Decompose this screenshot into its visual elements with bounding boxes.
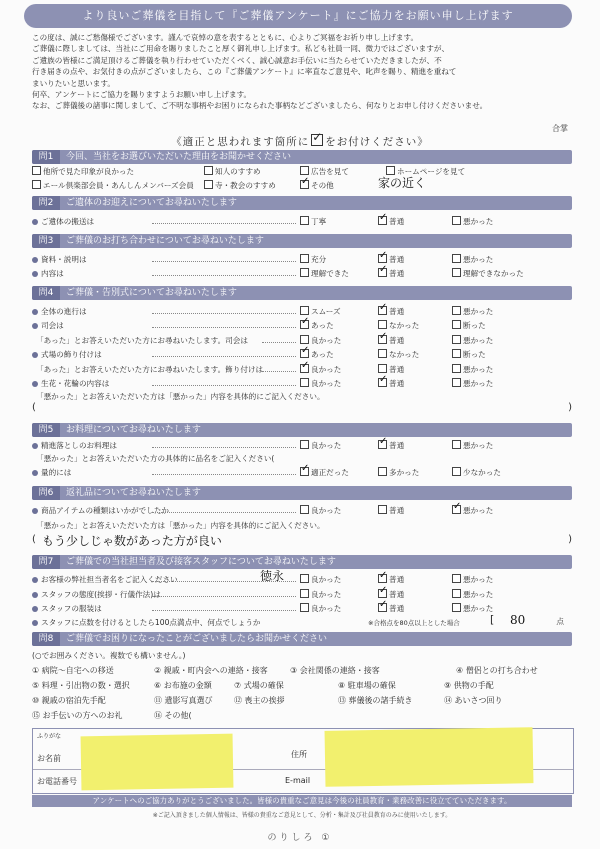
section-header bbox=[32, 486, 572, 500]
question-label: スタッフの服装は bbox=[41, 604, 102, 613]
checkbox[interactable] bbox=[204, 180, 213, 189]
answer-option[interactable] bbox=[452, 505, 493, 517]
section-number: 問2 bbox=[32, 196, 60, 210]
answer-option[interactable] bbox=[378, 603, 404, 615]
checkbox[interactable] bbox=[300, 440, 309, 449]
question-row bbox=[32, 467, 572, 479]
address-label: 住所 bbox=[291, 750, 307, 759]
question-label: 「悪かった」とお答えいただいた方の具体的に品名をご記入ください( bbox=[36, 454, 275, 463]
answer-option[interactable] bbox=[300, 589, 341, 601]
option-label: 悪かった bbox=[463, 379, 494, 388]
checked-checkbox[interactable] bbox=[378, 603, 387, 612]
section-title: 今回、当社をお選びいただいた理由をお聞かせください bbox=[66, 152, 292, 162]
option-label: 理解できた bbox=[311, 269, 349, 278]
section-title: ご葬儀・告別式についてお尋ねいたします bbox=[66, 288, 237, 298]
option-label: 普通 bbox=[389, 307, 405, 316]
trouble-option[interactable]: ⑬ 葬儀後の諸手続き bbox=[338, 696, 413, 705]
leader-dots bbox=[152, 512, 296, 513]
lead-text: (○でお囲みください。複数でも構いません。) bbox=[32, 651, 186, 660]
q6-comment-field[interactable] bbox=[32, 534, 572, 548]
check-example-icon bbox=[311, 134, 323, 146]
leader-dots bbox=[152, 313, 296, 314]
option-label: その他 bbox=[311, 181, 334, 190]
checked-checkbox[interactable] bbox=[378, 335, 387, 344]
question-label: 式場の飾り付けは bbox=[41, 350, 102, 359]
answer-option[interactable] bbox=[378, 216, 404, 228]
answer-option[interactable] bbox=[300, 574, 341, 586]
score-note: ※合格点を80点以上とした場合 bbox=[368, 619, 460, 627]
question-label: 精進落としのお料理は bbox=[41, 441, 117, 450]
option-label: 普通 bbox=[389, 506, 405, 515]
option-label: 普通 bbox=[389, 379, 405, 388]
score-row bbox=[32, 613, 572, 629]
leader-dots bbox=[262, 371, 296, 372]
checkbox[interactable] bbox=[300, 268, 309, 277]
checked-checkbox[interactable] bbox=[300, 467, 309, 476]
trouble-option[interactable]: ⑫ 喪主の挨拶 bbox=[234, 696, 285, 705]
option-label: 良かった bbox=[311, 506, 342, 515]
section-title: ご葬儀でお困りになったことがございましたらお聞かせください bbox=[66, 634, 328, 644]
checked-checkbox[interactable] bbox=[300, 320, 309, 329]
option-label: ホームページを見て bbox=[397, 167, 466, 176]
checkbox[interactable] bbox=[32, 166, 41, 175]
checkbox[interactable] bbox=[300, 216, 309, 225]
checkbox[interactable] bbox=[452, 306, 461, 315]
trouble-option[interactable]: ⑩ 親戚の宿泊先手配 bbox=[32, 696, 106, 705]
paren-close: ) bbox=[568, 534, 572, 545]
trouble-option[interactable]: ⑮ お手伝いの方へのお礼 bbox=[32, 711, 123, 720]
option-label: 丁寧 bbox=[311, 217, 327, 226]
question-label: スタッフの態度(挨拶・行儀作法)は bbox=[41, 590, 161, 599]
bullet-icon bbox=[32, 620, 38, 626]
option-label: 普通 bbox=[389, 604, 405, 613]
question-row bbox=[32, 216, 572, 228]
checkbox[interactable] bbox=[452, 589, 461, 598]
q8-lead bbox=[32, 650, 572, 662]
trouble-option[interactable]: ③ 会社関係の連絡・接客 bbox=[290, 666, 380, 675]
section-number: 問8 bbox=[32, 632, 60, 646]
leader-dots bbox=[152, 261, 296, 262]
leader-dots bbox=[152, 356, 296, 357]
checkbox[interactable] bbox=[452, 467, 461, 476]
option-label: 良かった bbox=[311, 441, 342, 450]
checkbox[interactable] bbox=[452, 335, 461, 344]
email-label: E-mail bbox=[285, 776, 311, 785]
option-label: 知人のすすめ bbox=[215, 167, 261, 176]
option-label: 悪かった bbox=[463, 604, 494, 613]
q4-comment-field[interactable] bbox=[32, 402, 572, 413]
question-row bbox=[32, 378, 572, 390]
trouble-option[interactable]: ⑤ 料理・引出物の数・選択 bbox=[32, 681, 130, 690]
section-header bbox=[32, 632, 572, 646]
leader-dots bbox=[152, 447, 296, 448]
bullet-icon bbox=[32, 219, 38, 225]
leader-dots bbox=[152, 327, 296, 328]
trouble-option[interactable]: ⑯ その他( bbox=[154, 711, 192, 720]
section-title: ご遺体のお迎えについてお尋ねいたします bbox=[66, 198, 237, 208]
bullet-icon bbox=[32, 592, 38, 598]
section-title: ご葬儀のお打ち合わせについてお尋ねいたします bbox=[66, 236, 264, 246]
paren-open: ( bbox=[32, 534, 36, 545]
checkbox[interactable] bbox=[452, 364, 461, 373]
checked-checkbox[interactable] bbox=[378, 254, 387, 263]
respondent-form bbox=[32, 728, 574, 794]
bullet-icon bbox=[32, 508, 38, 514]
bullet-icon bbox=[32, 352, 38, 358]
option-label: 良かった bbox=[311, 365, 342, 374]
section-title: お料理についてお尋ねいたします bbox=[66, 425, 201, 435]
checkbox[interactable] bbox=[452, 268, 461, 277]
checkbox[interactable] bbox=[452, 216, 461, 225]
option-label: 普通 bbox=[389, 441, 405, 450]
checkbox[interactable] bbox=[300, 574, 309, 583]
bullet-icon bbox=[32, 271, 38, 277]
trouble-option[interactable]: ⑪ 遺影写真選び bbox=[154, 696, 213, 705]
option-label: 普通 bbox=[389, 255, 405, 264]
checked-checkbox[interactable] bbox=[300, 349, 309, 358]
option-label: 広告を見て bbox=[311, 167, 349, 176]
section-number: 問7 bbox=[32, 555, 60, 569]
checked-checkbox[interactable] bbox=[300, 180, 309, 189]
leader-dots bbox=[152, 474, 296, 475]
bullet-icon bbox=[32, 309, 38, 315]
bullet-icon bbox=[32, 470, 38, 476]
option-label: 理解できなかった bbox=[463, 269, 524, 278]
trouble-option[interactable]: ⑨ 供物の手配 bbox=[444, 681, 494, 690]
checkbox[interactable] bbox=[300, 505, 309, 514]
question-row bbox=[32, 268, 572, 280]
answer-option[interactable] bbox=[452, 589, 493, 601]
option-label: 普通 bbox=[389, 575, 405, 584]
leader-dots bbox=[152, 610, 296, 611]
option-label: 断った bbox=[463, 350, 486, 359]
option-label: 普通 bbox=[389, 269, 405, 278]
checkbox[interactable] bbox=[300, 335, 309, 344]
checked-checkbox[interactable] bbox=[378, 216, 387, 225]
checkbox[interactable] bbox=[452, 378, 461, 387]
answer-option[interactable] bbox=[300, 254, 326, 266]
option-label: あった bbox=[311, 321, 334, 330]
trouble-option[interactable]: ② 親戚・町内会への連絡・接客 bbox=[154, 666, 268, 675]
option-label: 断った bbox=[463, 321, 486, 330]
checked-checkbox[interactable] bbox=[378, 440, 387, 449]
checkbox[interactable] bbox=[452, 320, 461, 329]
answer-option[interactable] bbox=[378, 306, 404, 318]
answer-option[interactable] bbox=[300, 467, 349, 479]
question-label: 量的には bbox=[41, 468, 72, 477]
section-title: ご葬儀での当社担当者及び接客スタッフについてお尋ねいたします bbox=[66, 557, 336, 567]
section-header bbox=[32, 150, 572, 164]
trouble-option[interactable]: ④ 僧侶との打ち合わせ bbox=[456, 666, 538, 675]
checkbox[interactable] bbox=[204, 166, 213, 175]
section-number: 問1 bbox=[32, 150, 60, 164]
answer-option[interactable] bbox=[300, 440, 341, 452]
checkbox[interactable] bbox=[300, 166, 309, 175]
instruction-before: 《適正と思われます箇所に bbox=[171, 136, 310, 148]
answer-option[interactable] bbox=[378, 505, 404, 517]
bullet-icon bbox=[32, 257, 38, 263]
answer-option[interactable] bbox=[300, 320, 334, 332]
checked-checkbox[interactable] bbox=[378, 574, 387, 583]
checkbox[interactable] bbox=[300, 589, 309, 598]
paren-open: ( bbox=[32, 402, 36, 413]
checkbox[interactable] bbox=[378, 320, 387, 329]
staff-name-handwritten: 徳永 bbox=[260, 569, 285, 583]
answer-option[interactable] bbox=[378, 378, 404, 390]
checked-checkbox[interactable] bbox=[378, 589, 387, 598]
option-label: 悪かった bbox=[463, 590, 494, 599]
option-label: エール倶楽部会員・あんしんメンバーズ会員 bbox=[43, 181, 194, 190]
section-header bbox=[32, 286, 572, 300]
option-label: 普通 bbox=[389, 365, 405, 374]
question-label: 資料・説明は bbox=[41, 255, 87, 264]
score-question: スタッフに点数を付けるとしたら100点満点中、何点でしょうか bbox=[41, 618, 261, 627]
question-row bbox=[32, 569, 572, 586]
question-row bbox=[32, 505, 572, 517]
instruction bbox=[0, 134, 600, 149]
question-label: お客様の弊社担当者名をご記入ください bbox=[41, 575, 178, 584]
answer-option[interactable] bbox=[300, 505, 341, 517]
option-label: 悪かった bbox=[463, 336, 494, 345]
option-label: スムーズ bbox=[311, 307, 341, 316]
section-number: 問3 bbox=[32, 234, 60, 248]
answer-option[interactable] bbox=[300, 268, 349, 280]
option-label: 悪かった bbox=[463, 365, 494, 374]
option-label: 悪かった bbox=[463, 217, 494, 226]
checkbox[interactable] bbox=[452, 349, 461, 358]
option-label: 良かった bbox=[311, 590, 342, 599]
question-label: ご遺体の搬送は bbox=[41, 217, 95, 226]
trouble-option[interactable]: ⑭ あいさつ回り bbox=[444, 696, 503, 705]
trouble-option[interactable]: ⑥ お布施の金額 bbox=[154, 681, 212, 690]
question-label: 商品アイテムの種類はいかがでしたか bbox=[41, 506, 170, 515]
option-label: 普通 bbox=[389, 590, 405, 599]
answer-option[interactable] bbox=[378, 467, 419, 479]
option-label: 良かった bbox=[311, 575, 342, 584]
score-field[interactable] bbox=[490, 614, 568, 628]
answer-option[interactable] bbox=[204, 180, 276, 192]
leader-dots bbox=[152, 596, 296, 597]
checkbox[interactable] bbox=[300, 306, 309, 315]
section-number: 問5 bbox=[32, 423, 60, 437]
answer-option[interactable] bbox=[452, 440, 493, 452]
answer-option[interactable] bbox=[300, 364, 341, 376]
section-number: 問6 bbox=[32, 486, 60, 500]
checkbox[interactable] bbox=[452, 574, 461, 583]
option-label: 少なかった bbox=[463, 468, 501, 477]
checked-checkbox[interactable] bbox=[452, 505, 461, 514]
checkbox[interactable] bbox=[378, 505, 387, 514]
checkbox[interactable] bbox=[378, 364, 387, 373]
option-label: 充分 bbox=[311, 255, 327, 264]
option-label: 良かった bbox=[311, 379, 342, 388]
option-label: 寺・教会のすすめ bbox=[215, 181, 276, 190]
answer-option[interactable] bbox=[452, 467, 501, 479]
answer-option[interactable] bbox=[378, 335, 404, 347]
answer-option[interactable] bbox=[300, 603, 341, 615]
question-row bbox=[32, 589, 572, 601]
answer-option[interactable] bbox=[32, 180, 194, 192]
trouble-option[interactable]: ⑦ 式場の確保 bbox=[234, 681, 284, 690]
section-header bbox=[32, 234, 572, 248]
option-label: 多かった bbox=[389, 468, 420, 477]
section-header bbox=[32, 555, 572, 569]
section-title: 返礼品についてお尋ねいたします bbox=[66, 488, 201, 498]
option-label: 普通 bbox=[389, 217, 405, 226]
answer-option[interactable] bbox=[452, 254, 493, 266]
option-label: 良かった bbox=[311, 604, 342, 613]
glue-margin-label: のりしろ ① bbox=[267, 833, 333, 843]
checkbox[interactable] bbox=[452, 254, 461, 263]
question-label: 「悪かった」とお答えいただいた方は「悪かった」内容を具体的にご記入ください。 bbox=[36, 521, 325, 530]
score-unit: 点 bbox=[556, 617, 564, 626]
paren-close: ) bbox=[568, 402, 572, 413]
trouble-option[interactable]: ⑧ 駐車場の確保 bbox=[338, 681, 396, 690]
answer-option[interactable] bbox=[452, 320, 486, 332]
checkbox[interactable] bbox=[452, 603, 461, 612]
answer-option[interactable] bbox=[204, 166, 261, 178]
checked-checkbox[interactable] bbox=[300, 364, 309, 373]
section-number: 問4 bbox=[32, 286, 60, 300]
signature-text: 合掌 bbox=[552, 124, 568, 133]
answer-option[interactable] bbox=[378, 440, 404, 452]
answer-option[interactable] bbox=[452, 603, 493, 615]
privacy-note: ※ご記入頂きました個人情報は、皆様の貴重なご意見として、分析・集計及び社員教育のみに使用いたします。 bbox=[152, 812, 452, 819]
bullet-icon bbox=[32, 606, 38, 612]
answer-option[interactable] bbox=[452, 335, 493, 347]
option-label: なかった bbox=[389, 321, 420, 330]
checkbox[interactable] bbox=[300, 603, 309, 612]
q1-options-row bbox=[32, 176, 572, 192]
option-label: 悪かった bbox=[463, 506, 494, 515]
section-header bbox=[32, 196, 572, 210]
question-label: 全体の進行は bbox=[41, 307, 87, 316]
answer-option[interactable] bbox=[32, 166, 134, 178]
other-reason-handwritten: 家の近く bbox=[378, 176, 427, 190]
furigana-label: ふりがな bbox=[37, 733, 62, 740]
option-label: 悪かった bbox=[463, 575, 494, 584]
trouble-option[interactable]: ① 病院〜自宅への移送 bbox=[32, 666, 114, 675]
intro-text: この度は、誠にご愁傷様でございます。謹んで哀悼の意を表するとともに、心よりご冥福をお祈り申し上げます。 ご葬儀に際しましては、当社にご用命を賜りましたこと厚く御礼申し上げます。私ども社員一同、微力ではございますが、 ご遺族の皆様にご満足頂けるご葬儀を執り行わせていただくべく、誠心誠意お手伝いに当たらせていただきましたが、不 行き届きの点や、お気付きの点がございましたら、この『ご葬儀アンケート』に率直なご意見や、叱声を賜り、精進を重ねて まいりたいと思います。 何卒、アンケートにご協力を賜りますようお願い申し上げます。 なお、ご葬儀後の諸事に関しまして、ご不明な事柄やお困りになられた事柄などございましたら、何なりとお申し付けくださいませ。 bbox=[32, 33, 488, 111]
answer-option[interactable] bbox=[300, 378, 341, 390]
q6-comment-handwritten: もう少しじゃ数があった方が良い bbox=[42, 534, 222, 548]
checkbox[interactable] bbox=[32, 180, 41, 189]
redaction-sticky-note bbox=[325, 727, 534, 787]
leader-dots bbox=[152, 223, 296, 224]
checked-checkbox[interactable] bbox=[378, 268, 387, 277]
bullet-icon bbox=[32, 381, 38, 387]
option-label: 他所で見た印象が良かった bbox=[43, 167, 135, 176]
bracket-open: [ bbox=[490, 613, 495, 626]
option-label: あった bbox=[311, 350, 334, 359]
answer-option[interactable] bbox=[452, 349, 486, 361]
section-header bbox=[32, 423, 572, 437]
answer-option[interactable] bbox=[378, 349, 419, 361]
answer-option[interactable] bbox=[378, 268, 404, 280]
note-text: 「悪かった」とお答えいただいた方は「悪かった」内容を具体的にご記入ください。 bbox=[36, 392, 325, 401]
answer-option[interactable] bbox=[452, 574, 493, 586]
answer-option[interactable] bbox=[300, 216, 326, 228]
leader-dots bbox=[152, 385, 296, 386]
checkbox[interactable] bbox=[452, 440, 461, 449]
checkbox[interactable] bbox=[378, 467, 387, 476]
question-label: 「あった」とお答えいただいた方にお尋ねいたします。飾り付けは bbox=[36, 365, 264, 374]
answer-option[interactable] bbox=[452, 216, 493, 228]
checkbox[interactable] bbox=[300, 254, 309, 263]
option-label: なかった bbox=[389, 350, 420, 359]
option-label: 悪かった bbox=[463, 255, 494, 264]
question-row bbox=[32, 320, 572, 332]
instruction-after: をお付けください》 bbox=[325, 136, 429, 148]
question-row bbox=[32, 254, 572, 266]
checked-checkbox[interactable] bbox=[378, 306, 387, 315]
checkbox[interactable] bbox=[378, 349, 387, 358]
question-row bbox=[32, 440, 572, 452]
question-label: 司会は bbox=[41, 321, 64, 330]
answer-option[interactable] bbox=[452, 306, 493, 318]
option-label: 悪かった bbox=[463, 441, 494, 450]
score-handwritten: 80 bbox=[510, 613, 526, 627]
answer-option[interactable] bbox=[452, 268, 524, 280]
checkbox[interactable] bbox=[386, 166, 395, 175]
bullet-icon bbox=[32, 323, 38, 329]
leader-dots bbox=[152, 275, 296, 276]
checked-checkbox[interactable] bbox=[378, 378, 387, 387]
question-label: 内容は bbox=[41, 269, 64, 278]
header-banner: より良いご葬儀を目指して『ご葬儀アンケート』にご協力をお願い申し上げます bbox=[24, 4, 572, 28]
bullet-icon bbox=[32, 443, 38, 449]
thanks-bar: アンケートへのご協力ありがとうございました。皆様の貴重なご意見は今後の社員教育・業務改善に役立てていただきます。 bbox=[32, 795, 572, 807]
answer-option[interactable] bbox=[452, 378, 493, 390]
name-label: お名前 bbox=[37, 754, 61, 763]
question-label: 「あった」とお答えいただいた方にお尋ねいたします。司会は bbox=[36, 336, 248, 345]
option-label: 良かった bbox=[311, 336, 342, 345]
answer-option[interactable] bbox=[452, 364, 493, 376]
redaction-sticky-note bbox=[81, 734, 234, 791]
phone-label: お電話番号 bbox=[37, 777, 77, 786]
checkbox[interactable] bbox=[300, 378, 309, 387]
question-label: 生花・花輪の内容は bbox=[41, 379, 110, 388]
option-label: 適正だった bbox=[311, 468, 349, 477]
question-row bbox=[32, 364, 572, 376]
answer-option[interactable] bbox=[300, 180, 334, 192]
question-row bbox=[32, 520, 572, 532]
option-label: 悪かった bbox=[463, 307, 494, 316]
option-label: 普通 bbox=[389, 336, 405, 345]
bullet-icon bbox=[32, 577, 38, 583]
leader-dots bbox=[262, 342, 296, 343]
